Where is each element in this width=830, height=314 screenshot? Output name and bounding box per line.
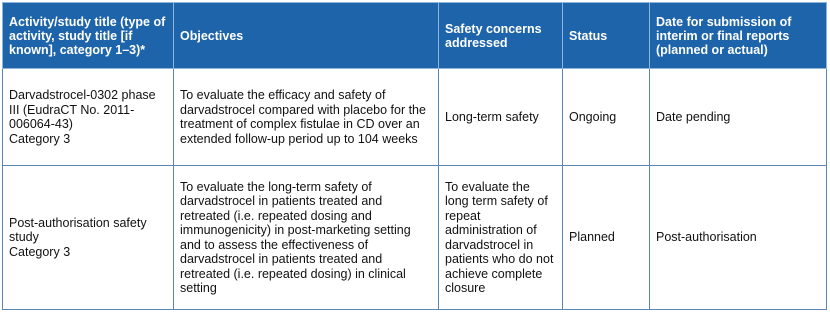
cell-safety-concerns: To evaluate the long term safety of repeat administration of darvadstrocel in patients who do not achieve complete closure: [439, 166, 563, 310]
table-row: [3, 69, 827, 166]
header-safety-concerns: Safety concerns addressed: [439, 3, 563, 69]
header-activity-title: Activity/study title (type of activity, study title [if known], category 1–3)*: [3, 3, 174, 69]
cell-objectives: To evaluate the efficacy and safety of darvadstrocel compared with placebo for the treatment of complex fistulae in CD over an extended follow-up period up to 104 weeks: [174, 69, 439, 166]
study-category: Category 3: [9, 131, 71, 146]
header-objectives: Objectives: [174, 3, 439, 69]
cell-status: Planned: [563, 166, 650, 310]
study-title: Darvadstrocel-0302 phase III (EudraCT No. 2011-006064-43): [9, 88, 156, 131]
cell-objectives: To evaluate the long-term safety of darvadstrocel in patients treated and retreated (i.e. repeated dosing and immunogenicity) in post-marketing setting and to assess the effectiveness of darvadstrocel in patients treated and retreated (i.e. repeated dosing) in clinical setting: [174, 166, 439, 310]
cell-activity-title: [3, 166, 174, 310]
cell-report-date: Post-authorisation: [650, 166, 827, 310]
cell-report-date: Date pending: [650, 69, 827, 166]
cell-activity-title: [3, 69, 174, 166]
table-header-row: [3, 3, 827, 69]
cell-safety-concerns: Long-term safety: [439, 69, 563, 166]
header-report-date: Date for submission of interim or final reports (planned or actual): [650, 3, 827, 69]
cell-status: Ongoing: [563, 69, 650, 166]
header-status: Status: [563, 3, 650, 69]
study-table: [2, 2, 827, 310]
study-title: Post-authorisation safety study: [9, 215, 147, 245]
table-row: [3, 166, 827, 310]
study-category: Category 3: [9, 244, 71, 259]
